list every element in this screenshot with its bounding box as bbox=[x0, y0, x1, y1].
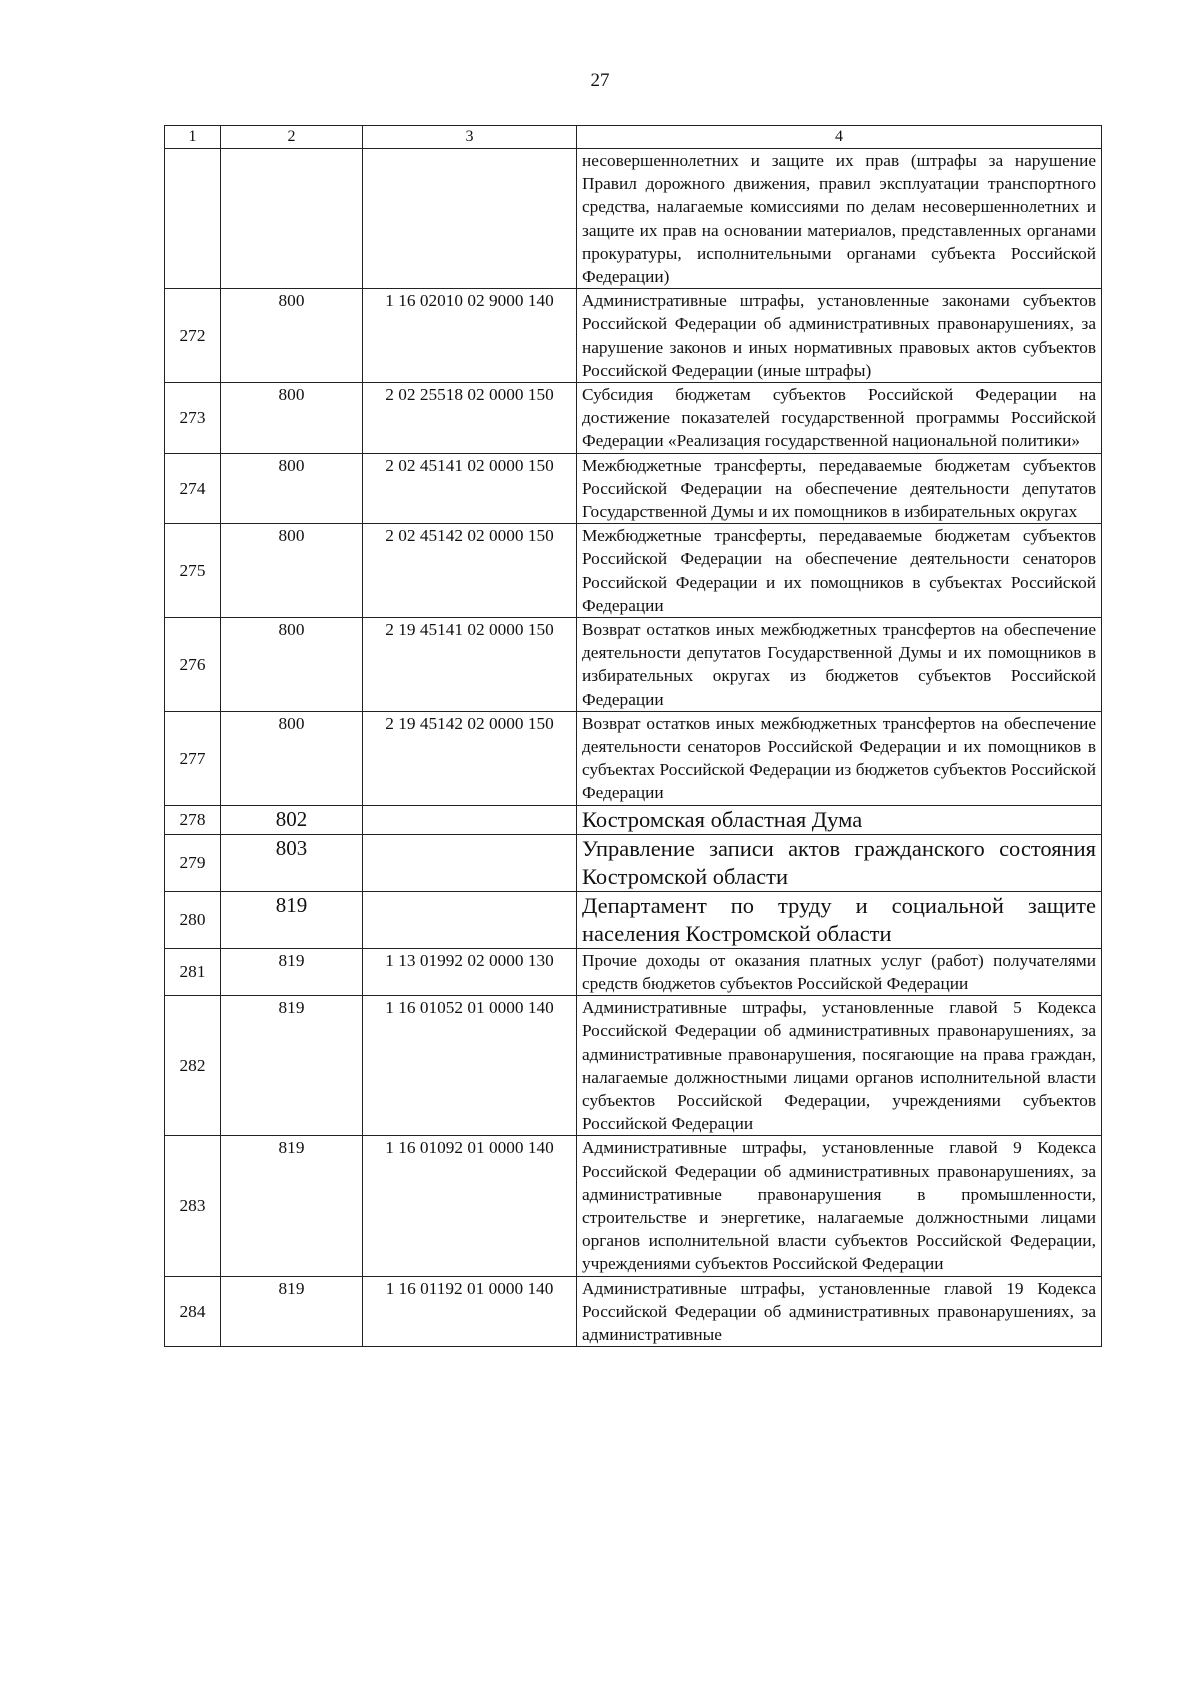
header-col-2: 2 bbox=[221, 126, 363, 149]
table-row bbox=[165, 805, 1102, 834]
table-row bbox=[165, 948, 1102, 995]
revenue-description: Департамент по труду и социальной защите населения Костромской области bbox=[577, 891, 1102, 948]
header-col-4: 4 bbox=[577, 126, 1102, 149]
table-row bbox=[165, 834, 1102, 891]
budget-classification-code bbox=[363, 149, 577, 289]
admin-code: 819 bbox=[221, 1136, 363, 1276]
budget-classification-code: 2 02 25518 02 0000 150 bbox=[363, 383, 577, 454]
admin-code: 819 bbox=[221, 891, 363, 948]
revenue-description: Межбюджетные трансферты, передаваемые бюджетам субъектов Российской Федерации на обеспечение деятельности депутатов Государственной Думы и их помощников в избирательных округах bbox=[577, 453, 1102, 524]
table-row bbox=[165, 453, 1102, 524]
admin-code: 803 bbox=[221, 834, 363, 891]
revenue-description: несовершеннолетних и защите их прав (штрафы за нарушение Правил дорожного движения, правил эксплуатации транспортного средства, налагаемые комиссиями по делам несовершеннолетних и защите их прав на основании материалов, представленных органами прокуратуры, исполнительными органами субъекта Российской Федерации) bbox=[577, 149, 1102, 289]
budget-classification-code: 2 19 45142 02 0000 150 bbox=[363, 711, 577, 805]
admin-code: 800 bbox=[221, 618, 363, 712]
table-row bbox=[165, 891, 1102, 948]
row-number: 275 bbox=[165, 524, 221, 618]
row-number: 274 bbox=[165, 453, 221, 524]
table-header-row bbox=[165, 126, 1102, 149]
row-number: 272 bbox=[165, 289, 221, 383]
admin-code: 800 bbox=[221, 524, 363, 618]
revenue-description: Управление записи актов гражданского состояния Костромской области bbox=[577, 834, 1102, 891]
budget-classification-code: 1 16 01052 01 0000 140 bbox=[363, 996, 577, 1136]
revenue-description: Межбюджетные трансферты, передаваемые бюджетам субъектов Российской Федерации на обеспечение деятельности сенаторов Российской Федерации и их помощников в субъектах Российской Федерации bbox=[577, 524, 1102, 618]
budget-classification-code: 1 16 01092 01 0000 140 bbox=[363, 1136, 577, 1276]
header-col-1: 1 bbox=[165, 126, 221, 149]
table-row bbox=[165, 289, 1102, 383]
budget-classification-code bbox=[363, 834, 577, 891]
admin-code: 800 bbox=[221, 383, 363, 454]
budget-classification-code: 2 02 45142 02 0000 150 bbox=[363, 524, 577, 618]
revenue-codes-table bbox=[164, 125, 1102, 1347]
admin-code: 800 bbox=[221, 289, 363, 383]
revenue-description: Костромская областная Дума bbox=[577, 805, 1102, 834]
row-number: 280 bbox=[165, 891, 221, 948]
table-row bbox=[165, 996, 1102, 1136]
row-number: 276 bbox=[165, 618, 221, 712]
admin-code: 800 bbox=[221, 453, 363, 524]
table-row bbox=[165, 383, 1102, 454]
row-number: 284 bbox=[165, 1276, 221, 1347]
row-number: 273 bbox=[165, 383, 221, 454]
row-number: 281 bbox=[165, 948, 221, 995]
admin-code: 802 bbox=[221, 805, 363, 834]
row-number: 282 bbox=[165, 996, 221, 1136]
revenue-description: Возврат остатков иных межбюджетных трансфертов на обеспечение деятельности сенаторов Российской Федерации и их помощников в субъектах Российской Федерации из бюджетов субъектов Российской Федерации bbox=[577, 711, 1102, 805]
revenue-description: Административные штрафы, установленные главой 5 Кодекса Российской Федерации об административных правонарушениях, за административные правонарушения, посягающие на права граждан, налагаемые должностными лицами органов исполнительной власти субъектов Российской Федерации, учреждениями субъектов Российской Федерации bbox=[577, 996, 1102, 1136]
table-row bbox=[165, 149, 1102, 289]
page-number: 27 bbox=[590, 70, 610, 91]
header-col-3: 3 bbox=[363, 126, 577, 149]
budget-classification-code: 1 16 02010 02 9000 140 bbox=[363, 289, 577, 383]
budget-classification-code: 2 19 45141 02 0000 150 bbox=[363, 618, 577, 712]
budget-classification-code bbox=[363, 805, 577, 834]
table-row bbox=[165, 1276, 1102, 1347]
row-number bbox=[165, 149, 221, 289]
row-number: 278 bbox=[165, 805, 221, 834]
admin-code: 800 bbox=[221, 711, 363, 805]
table-row bbox=[165, 524, 1102, 618]
budget-classification-code bbox=[363, 891, 577, 948]
row-number: 279 bbox=[165, 834, 221, 891]
table-row bbox=[165, 618, 1102, 712]
budget-classification-code: 2 02 45141 02 0000 150 bbox=[363, 453, 577, 524]
budget-classification-code: 1 13 01992 02 0000 130 bbox=[363, 948, 577, 995]
row-number: 283 bbox=[165, 1136, 221, 1276]
admin-code bbox=[221, 149, 363, 289]
budget-classification-code: 1 16 01192 01 0000 140 bbox=[363, 1276, 577, 1347]
admin-code: 819 bbox=[221, 1276, 363, 1347]
revenue-description: Прочие доходы от оказания платных услуг (работ) получателями средств бюджетов субъектов Российской Федерации bbox=[577, 948, 1102, 995]
revenue-description: Административные штрафы, установленные главой 19 Кодекса Российской Федерации об административных правонарушениях, за административные bbox=[577, 1276, 1102, 1347]
revenue-description: Административные штрафы, установленные главой 9 Кодекса Российской Федерации об административных правонарушениях, за административные правонарушения в промышленности, строительстве и энергетике, налагаемые должностными лицами органов исполнительной власти субъектов Российской Федерации, учреждениями субъектов Российской Федерации bbox=[577, 1136, 1102, 1276]
table-row bbox=[165, 711, 1102, 805]
revenue-description: Субсидия бюджетам субъектов Российской Федерации на достижение показателей государственной программы Российской Федерации «Реализация государственной национальной политики» bbox=[577, 383, 1102, 454]
revenue-description: Возврат остатков иных межбюджетных трансфертов на обеспечение деятельности депутатов Государственной Думы и их помощников в избирательных округах из бюджетов субъектов Российской Федерации bbox=[577, 618, 1102, 712]
admin-code: 819 bbox=[221, 948, 363, 995]
table-row bbox=[165, 1136, 1102, 1276]
admin-code: 819 bbox=[221, 996, 363, 1136]
row-number: 277 bbox=[165, 711, 221, 805]
revenue-description: Административные штрафы, установленные законами субъектов Российской Федерации об административных правонарушениях, за нарушение законов и иных нормативных правовых актов субъектов Российской Федерации (иные штрафы) bbox=[577, 289, 1102, 383]
